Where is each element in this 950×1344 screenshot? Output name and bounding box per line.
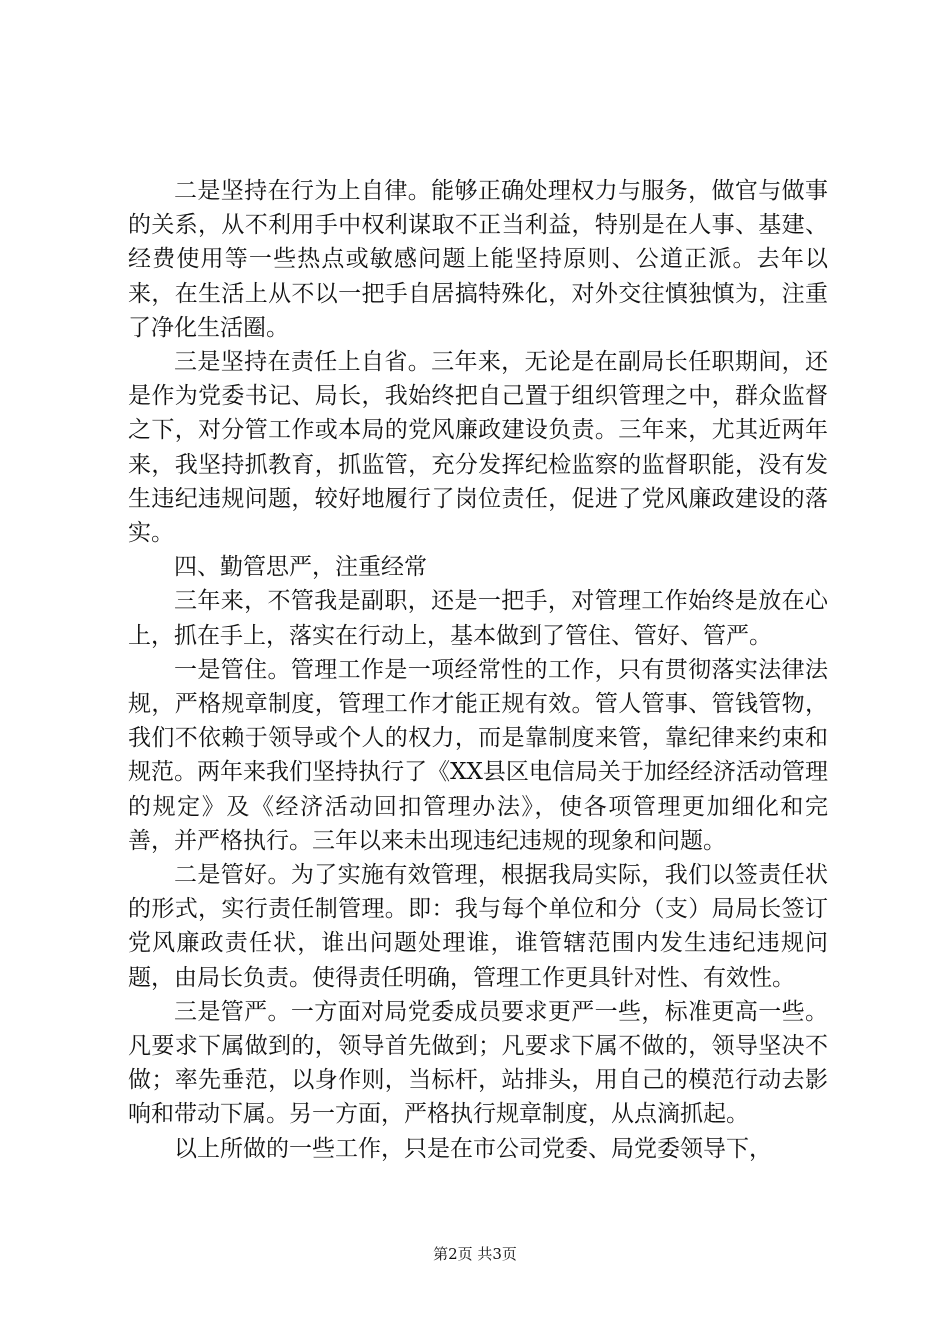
document-body	[128, 174, 828, 1166]
paragraph-manage-well: 二是管好。为了实施有效管理，根据我局实际，我们以签责任状的形式，实行责任制管理。即：我与每个单位和分（支）局局长签订党风廉政责任状，谁出问题处理谁，谁管辖范围内发生违纪违规问题，由局长负责。使得责任明确，管理工作更具针对性、有效性。	[128, 862, 828, 991]
paragraph-self-reflection: 三是坚持在责任上自省。三年来，无论是在副局长任职期间，还是作为党委书记、局长，我始终把自己置于组织管理之中，群众监督之下，对分管工作或本局的党风廉政建设负责。三年来，尤其近两年来，我坚持抓教育，抓监管，充分发挥纪检监察的监督职能，没有发生违纪违规问题，较好地履行了岗位责任，促进了党风廉政建设的落实。	[128, 349, 828, 547]
page-footer: 第2页 共3页	[433, 1245, 517, 1263]
paragraph-manage-firmly: 一是管住。管理工作是一项经常性的工作，只有贯彻落实法律法规，严格规章制度，管理工作才能正规有效。管人管事、管钱管物，我们不依赖于领导或个人的权力，而是靠制度来管，靠纪律来约束和规范。两年来我们坚持执行了《XX县区电信局关于加经经济活动管理的规定》及《经济活动回扣管理办法》，使各项管理更加细化和完善，并严格执行。三年以来未出现违纪违规的现象和问题。	[128, 656, 828, 854]
paragraph-manage-strictly: 三是管严。一方面对局党委成员要求更严一些，标准更高一些。凡要求下属做到的，领导首先做到；凡要求下属不做的，领导坚决不做；率先垂范，以身作则，当标杆，站排头，用自己的模范行动去影响和带动下属。另一方面，严格执行规章制度，从点滴抓起。	[128, 998, 828, 1128]
paragraph-conclusion-start: 以上所做的一些工作，只是在市公司党委、局党委领导下，	[174, 1135, 772, 1162]
paragraph-self-discipline: 二是坚持在行为上自律。能够正确处理权力与服务，做官与做事的关系，从不利用手中权利谋取不正当利益，特别是在人事、基建、经费使用等一些热点或敏感问题上能坚持原则、公道正派。去年以来，在生活上从不以一把手自居搞特殊化，对外交往慎独慎为，注重了净化生活圈。	[128, 178, 828, 341]
section-heading-management: 四、勤管思严，注重经常	[174, 554, 427, 581]
paragraph-management-intro: 三年来，不管我是副职，还是一把手，对管理工作始终是放在心上，抓在手上，落实在行动上，基本做到了管住、管好、管严。	[128, 588, 828, 649]
